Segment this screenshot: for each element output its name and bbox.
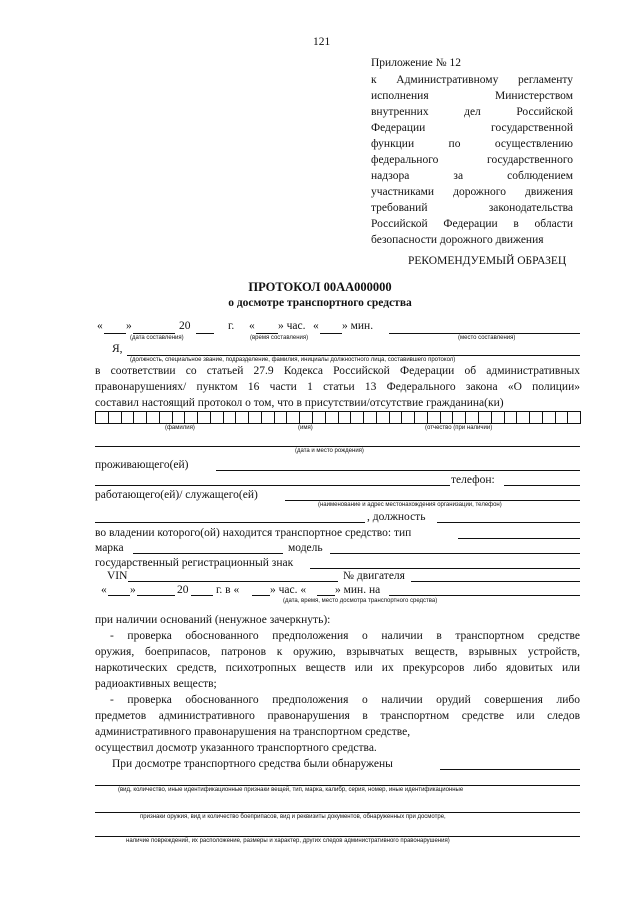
ground-2-line: административного правонарушения на транспортном средстве, [95, 726, 411, 738]
vehicle-type-field[interactable] [458, 538, 580, 539]
date-open-quote: « [97, 320, 103, 332]
vin-field[interactable] [128, 581, 338, 582]
dt2-hour-field[interactable] [252, 595, 270, 596]
protocol-subtitle: о досмотре транспортного средства [228, 297, 412, 309]
dt2-day-field[interactable] [108, 595, 130, 596]
ground-1-line: оружия, боеприпасов, патронов к оружию, взрывчатых веществ, взрывных устройств, [95, 646, 580, 658]
vin-label: VIN [107, 570, 128, 582]
inspection-done: осуществил досмотр указанного транспортного средства. [95, 742, 377, 754]
ground-2-line: предметов административного правонарушения в транспортном средстве или следов [95, 710, 580, 722]
caption-lastname: (фамилия) [165, 425, 195, 431]
phone-label: телефон: [451, 474, 495, 486]
appendix-line: участниками дорожного движения [371, 186, 573, 198]
appendix-line: безопасности дорожного движения [371, 234, 544, 246]
dt2-month-field[interactable] [137, 595, 175, 596]
regnum-field[interactable] [310, 568, 580, 569]
appendix-line: надзора за соблюдением [371, 170, 573, 182]
phone-field[interactable] [504, 485, 580, 486]
basis-line: составил настоящий протокол о том, что в присутствии/отсутствие гражданина(ки) [95, 397, 504, 409]
appendix-line: функции по осуществлению [371, 138, 573, 150]
ground-1-line[interactable]: - проверка обоснованного предположения о наличии в транспортном средстве [110, 630, 580, 642]
basis-line: правонарушениях/ пунктом 16 части 1 статьи 13 Федерального закона «О полиции» [95, 381, 580, 393]
appendix-line: требований законодательства [371, 202, 573, 214]
residing-label: проживающего(ей) [95, 459, 189, 471]
name-boxes[interactable] [95, 411, 581, 424]
day-field[interactable] [104, 333, 126, 334]
engine-field[interactable] [411, 581, 580, 582]
regnum-label: государственный регистрационный знак [95, 557, 294, 569]
owner-label: во владении которого(ой) находится транспортное средство: тип [95, 527, 412, 539]
caption-org: (наименование и адрес местонахождения организации, телефон) [318, 502, 502, 508]
ground-1-line: радиоактивных веществ; [95, 678, 217, 690]
year-suffix: г. [228, 320, 235, 332]
working-label: работающего(ей)/ служащего(ей) [95, 489, 258, 501]
year-field[interactable] [196, 333, 214, 334]
items-field-1[interactable] [95, 785, 580, 786]
dt2-open-quote: « [101, 584, 107, 596]
org-field[interactable] [95, 522, 365, 523]
page-number: 121 [313, 36, 331, 48]
min-open-quote: « [313, 320, 319, 332]
caption-patronymic: (отчество (при наличии) [425, 425, 493, 431]
grounds-intro: при наличии оснований (ненужное зачеркнуть): [95, 614, 331, 626]
caption-items-2: признаки оружия, вид и количество боеприпасов, вид и реквизиты документов, обнаруженных при досмотре, [140, 814, 446, 820]
ground-1-line: наркотических средств, психотропных веществ или их прекурсоров либо ядовитых или [95, 662, 580, 674]
ground-2-line[interactable]: - проверка обоснованного предположения о наличии орудий совершения либо [110, 694, 580, 706]
appendix-line: федерального государственного [371, 154, 573, 166]
caption-inspection: (дата, время, место досмотра транспортного средства) [283, 598, 438, 604]
caption-official: (должность, специальное звание, подразделение, фамилия, инициалы должностного лица, составившего протокол) [130, 357, 456, 363]
caption-items-3: наличие повреждений, их расположение, размеры и характер, других следов административного правонарушения) [126, 838, 450, 844]
caption-place: (место составления) [458, 335, 516, 341]
model-field[interactable] [330, 553, 580, 554]
recommended-sample: РЕКОМЕНДУЕМЫЙ ОБРАЗЕЦ [408, 255, 567, 267]
workplace-field[interactable] [285, 500, 580, 501]
dt2-year-field[interactable] [191, 595, 213, 596]
found-field[interactable] [440, 769, 580, 770]
official-field[interactable] [127, 355, 580, 356]
hour-label: » час. [278, 320, 306, 332]
basis-line: в соответствии со статьей 27.9 Кодекса Российской Федерации об административных [95, 365, 580, 377]
caption-items-1: (вид, количество, иные идентификационные признаки вещей, тип, марка, калибр, серия, номер, иные идентификационные [118, 787, 464, 793]
items-field-3[interactable] [95, 836, 580, 837]
position-label: , должность [367, 511, 426, 523]
items-field-2[interactable] [95, 812, 580, 813]
dt2-close-quote: » [130, 584, 136, 596]
model-label: модель [288, 542, 323, 554]
caption-birth: (дата и место рождения) [295, 448, 364, 454]
appendix-line: внутренних дел Российской [371, 106, 573, 118]
residing-field[interactable] [216, 470, 580, 471]
place-field[interactable] [389, 333, 580, 334]
engine-label: № двигателя [343, 570, 405, 582]
hour-field[interactable] [256, 333, 278, 334]
min-label: » мин. [342, 320, 374, 332]
brand-label: марка [95, 542, 124, 554]
protocol-title: ПРОТОКОЛ 00АА000000 [248, 280, 392, 294]
dt2-min-label: » мин. на [335, 584, 381, 596]
dt2-minute-field[interactable] [317, 595, 335, 596]
dt2-place-field[interactable] [389, 595, 580, 596]
found-label: При досмотре транспортного средства были обнаружены [112, 758, 393, 770]
year-prefix: 20 [179, 320, 191, 332]
month-field[interactable] [133, 333, 175, 334]
dt2-year-prefix: 20 [177, 584, 189, 596]
dt2-hour-label: » час. « [270, 584, 307, 596]
caption-date: (дата составления) [130, 335, 184, 341]
caption-firstname: (имя) [298, 425, 313, 431]
date-close-quote: » [126, 320, 132, 332]
position-field[interactable] [437, 522, 580, 523]
caption-time: (время составления) [250, 335, 309, 341]
appendix-title: Приложение № 12 [371, 57, 461, 69]
birth-field[interactable] [95, 446, 580, 447]
brand-field[interactable] [133, 553, 283, 554]
dt2-year-suffix: г. в « [216, 584, 240, 596]
appendix-line: к Административному регламенту [371, 74, 573, 86]
hour-open-quote: « [249, 320, 255, 332]
ya-label: Я, [112, 343, 123, 355]
appendix-line: Федерации государственной [371, 122, 573, 134]
minute-field[interactable] [320, 333, 342, 334]
appendix-line: исполнения Министерством [371, 90, 573, 102]
appendix-line: Российской Федерации в области [371, 218, 573, 230]
address-field-2[interactable] [95, 485, 450, 486]
